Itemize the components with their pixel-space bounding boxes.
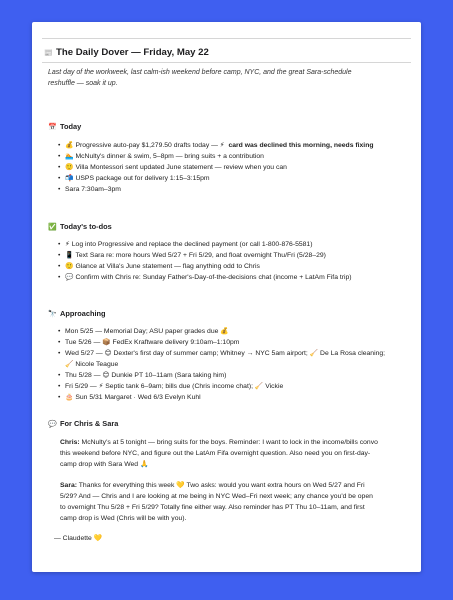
lightning-icon: ⚡ (219, 142, 225, 149)
list-item: • 🏊 McNulty's dinner & swim, 5–8pm — bring suits + a contribution (58, 151, 394, 162)
message-chris: Chris: McNulty's at 5 tonight — bring suits for the boys. Reminder: I want to lock in the income/bills convo this weekend before NYC, and figure out the LatAm Fifa overnight question. Also need you on first-day-camp drop with Sara Wed 🙏 (60, 439, 378, 468)
list-item: • 💰 Progressive auto-pay $1,279.50 drafts today — ⚡ card was declined this morning, needs fixing (58, 140, 394, 151)
phone-icon: 📱 (65, 252, 74, 259)
messages (60, 437, 380, 534)
list-item: • Sara 7:30am–3pm (58, 184, 394, 195)
newspaper-icon: 📰 (44, 50, 53, 57)
page-title: 📰 The Daily Dover — Friday, May 22 (44, 47, 209, 58)
calendar-icon: 📅 (48, 124, 57, 131)
top-divider (42, 38, 411, 39)
telescope-icon: 🔭 (48, 311, 57, 318)
list-item: • 💬 Confirm with Chris re: Sunday Father's-Day-of-the-decisions chat (income + LatAm Fifa trip) (58, 272, 394, 283)
approaching-list (58, 326, 394, 403)
list-item: • 📱 Text Sara re: more hours Wed 5/27 + Fri 5/29, and float overnight Thu/Fri (5/28–29) (58, 250, 394, 261)
list-item: • Wed 5/27 — 😊 Dexter's first day of summer camp; Whitney → NYC 5am airport; 🧹 De La Rosa cleaning; 🧹 Nicole Teague (58, 348, 394, 370)
today-list (58, 140, 394, 195)
smiley-icon: 🙂 (65, 164, 74, 171)
signature: — Claudette 💛 (54, 535, 103, 542)
list-item: • 🎂 Sun 5/31 Margaret · Wed 6/3 Evelyn Kuhl (58, 392, 394, 403)
speech-bubble-icon: 💬 (48, 421, 57, 428)
title-divider (42, 62, 411, 63)
section-todos-heading: ✅ Today's to-dos (48, 222, 112, 231)
intro-text: Last day of the workweek, last calm-ish weekend before camp, NYC, and the great Sara-schedule reshuffle — soak it up. (48, 69, 352, 87)
list-item: • Thu 5/28 — 😊 Dunkie PT 10–11am (Sara taking him) (58, 370, 394, 381)
message-sara: Sara: Thanks for everything this week 💛 Two asks: would you want extra hours on Wed 5/27 and Fri 5/29? And — Chris and I are looking at me being in NYC Wed–Fri next week; any chance you'd be open to overnight Thu 5/28 + Fri 5/29? Totally fine either way. Also reminder has PT Thu 10–11am, and first camp drop is Wed (Chris will be with you). (60, 482, 373, 522)
section-approaching-heading: 🔭 Approaching (48, 309, 106, 318)
list-item: • 🙂 Glance at Villa's June statement — flag anything odd to Chris (58, 261, 394, 272)
list-item: • Tue 5/26 — 📦 FedEx Kraftware delivery 9:10am–1:10pm (58, 337, 394, 348)
todos-list (58, 239, 394, 283)
swimmer-icon: 🏊 (65, 153, 74, 160)
list-item: • ⚡ Log into Progressive and replace the declined payment (or call 1-800-876-5581) (58, 239, 394, 250)
lightning-icon: ⚡ (65, 241, 70, 248)
list-item: • Mon 5/25 — Memorial Day; ASU paper grades due 💰 (58, 326, 394, 337)
list-item: • Fri 5/29 — ⚡ Septic tank 6–9am; bills due (Chris income chat); 🧹 Vickie (58, 381, 394, 392)
section-chris-sara-heading: 💬 For Chris & Sara (48, 419, 119, 428)
mailbox-icon: 📬 (65, 175, 74, 182)
checkmark-icon: ✅ (48, 224, 57, 231)
smiley-icon: 🙂 (65, 263, 74, 270)
section-today-heading: 📅 Today (48, 122, 82, 131)
money-bag-icon: 💰 (65, 142, 74, 149)
newsletter-page (32, 22, 421, 572)
list-item: • 🙂 Villa Montessori sent updated June statement — review when you can (58, 162, 394, 173)
list-item: • 📬 USPS package out for delivery 1:15–3:15pm (58, 173, 394, 184)
speech-bubble-icon: 💬 (65, 274, 74, 281)
